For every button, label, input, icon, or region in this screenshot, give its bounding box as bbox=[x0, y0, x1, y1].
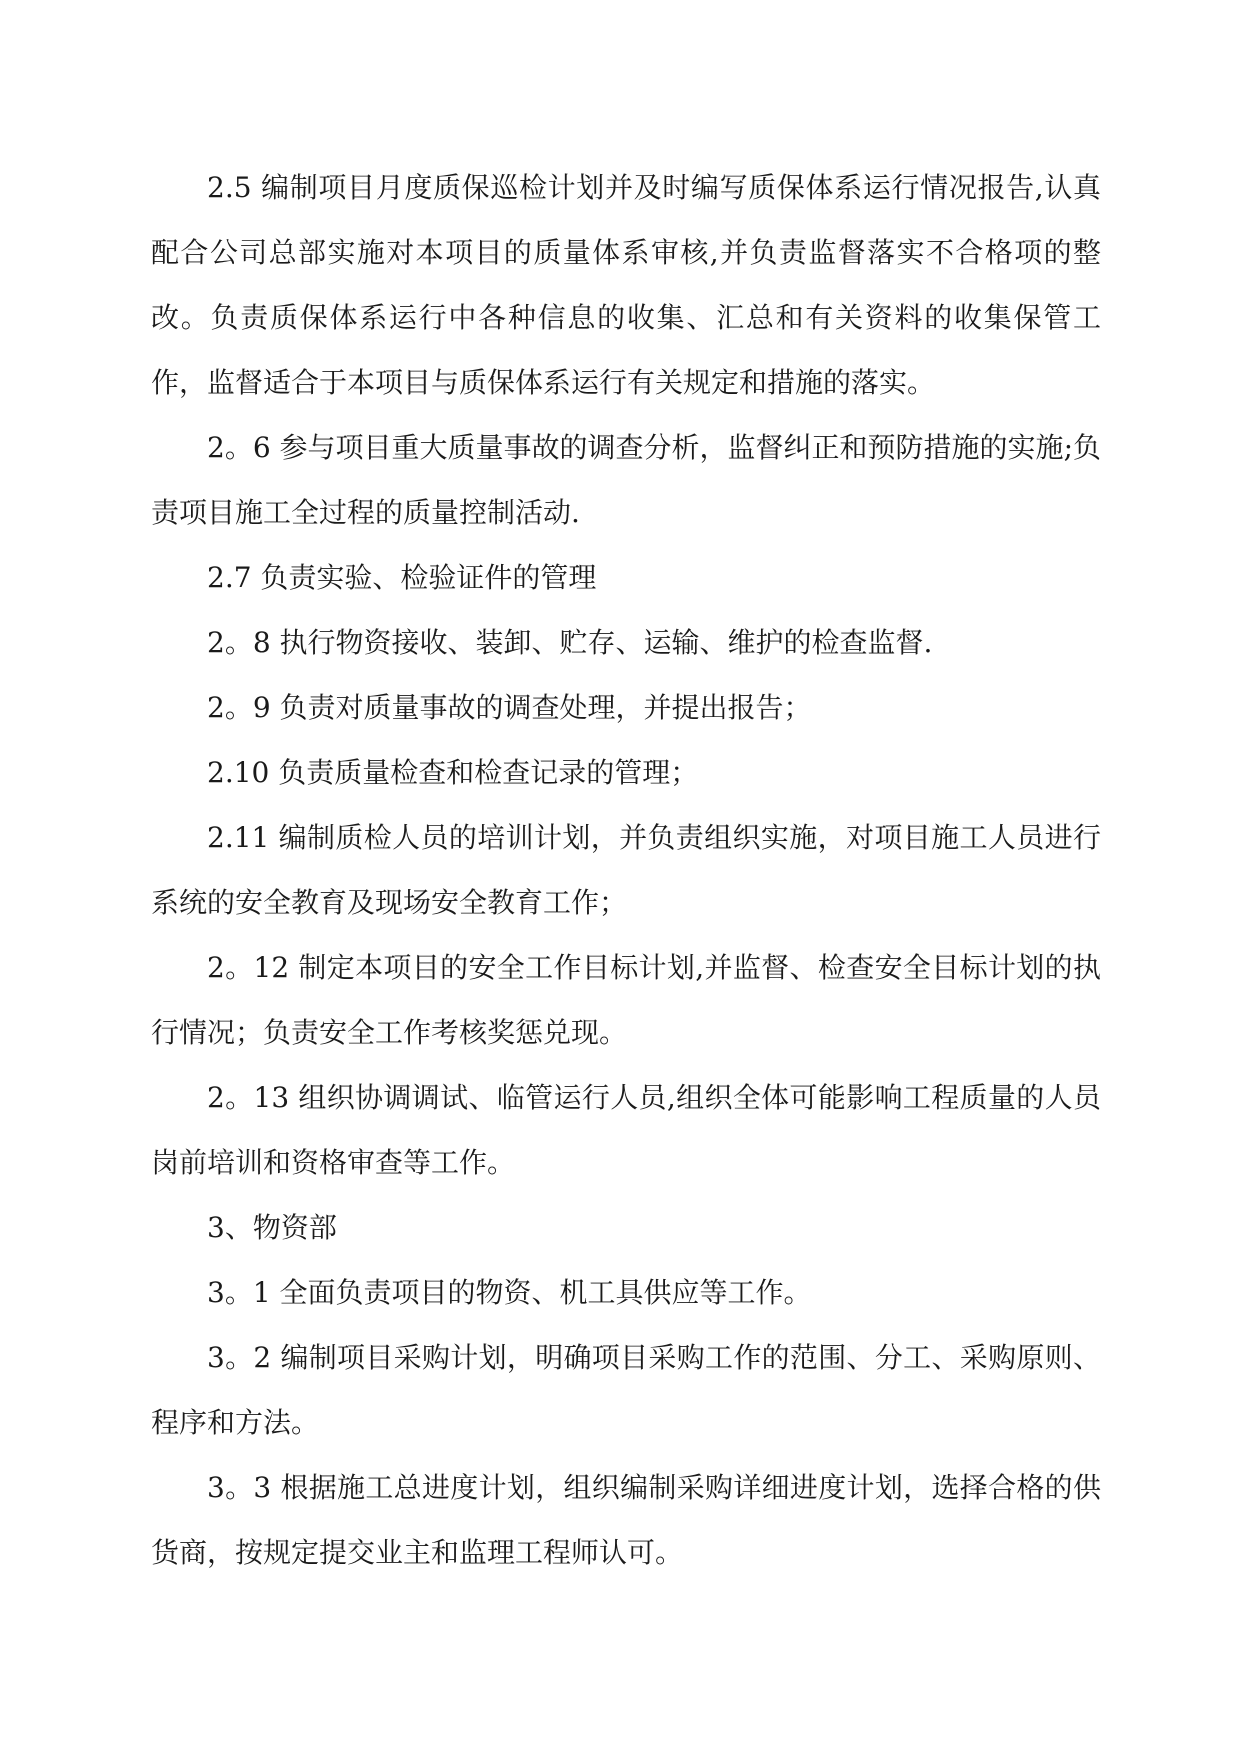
paragraph-2-12: 2。12 制定本项目的安全工作目标计划,并监督、检查安全目标计划的执行情况；负责安全工作考核奖惩兑现。 bbox=[151, 951, 1101, 1049]
paragraph-2-11: 2.11 编制质检人员的培训计划，并负责组织实施，对项目施工人员进行系统的安全教育及现场安全教育工作； bbox=[151, 821, 1101, 919]
paragraph-3-1: 3。1 全面负责项目的物资、机工具供应等工作。 bbox=[207, 1276, 812, 1309]
paragraph-2-7: 2.7 负责实验、检验证件的管理 bbox=[207, 561, 597, 594]
section-heading-materials-dept: 3、物资部 bbox=[207, 1211, 337, 1244]
document-body bbox=[151, 155, 1101, 1585]
paragraph-2-9: 2。9 负责对质量事故的调查处理，并提出报告； bbox=[207, 691, 812, 724]
paragraph-3-3: 3。3 根据施工总进度计划，组织编制采购详细进度计划，选择合格的供货商，按规定提交业主和监理工程师认可。 bbox=[151, 1471, 1101, 1569]
paragraph-2-6: 2。6 参与项目重大质量事故的调查分析，监督纠正和预防措施的实施;负责项目施工全过程的质量控制活动. bbox=[151, 431, 1101, 529]
paragraph-2-5: 2.5 编制项目月度质保巡检计划并及时编写质保体系运行情况报告,认真配合公司总部实施对本项目的质量体系审核,并负责监督落实不合格项的整改。负责质保体系运行中各种信息的收集、汇总和有关资料的收集保管工作，监督适合于本项目与质保体系运行有关规定和措施的落实。 bbox=[151, 171, 1101, 399]
paragraph-2-8: 2。8 执行物资接收、装卸、贮存、运输、维护的检查监督. bbox=[207, 626, 933, 659]
paragraph-2-13: 2。13 组织协调调试、临管运行人员,组织全体可能影响工程质量的人员岗前培训和资格审查等工作。 bbox=[151, 1081, 1101, 1179]
paragraph-3-2: 3。2 编制项目采购计划，明确项目采购工作的范围、分工、采购原则、程序和方法。 bbox=[151, 1341, 1101, 1439]
paragraph-2-10: 2.10 负责质量检查和检查记录的管理； bbox=[207, 756, 699, 789]
